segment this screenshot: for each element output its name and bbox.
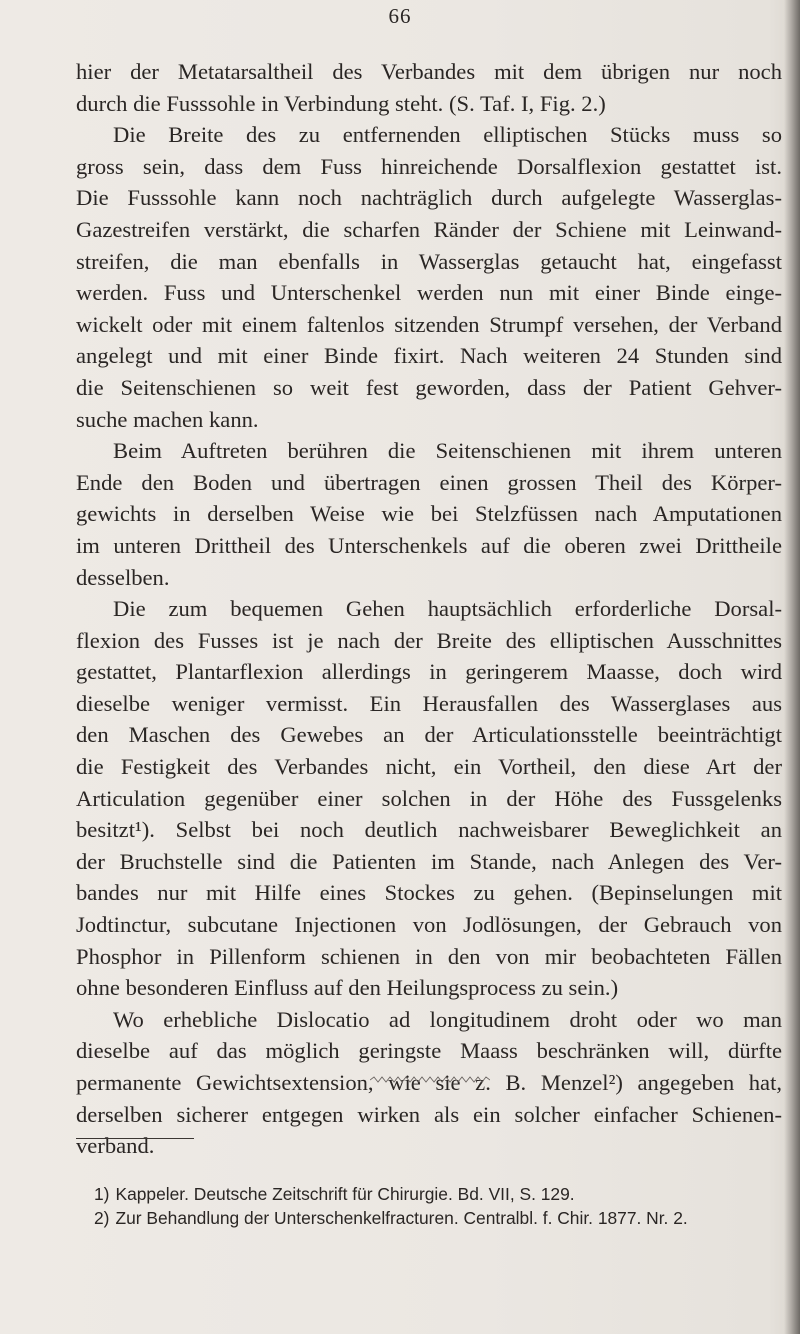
footnote (94, 1206, 784, 1230)
text-line: gewichts in derselben Weise wie bei Stelzfüssen nach Amputationen (76, 501, 782, 527)
text-line: Wo erhebliche Dislocatio ad longitudinem droht oder wo man (113, 1006, 782, 1032)
text-line: im unteren Drittheil des Unterschenkels auf die oberen zwei Drittheile (76, 532, 782, 558)
text-line: dieselbe auf das möglich geringste Maass beschränken will, dürfte (76, 1038, 782, 1064)
text-line: die Festigkeit des Verbandes nicht, ein Vortheil, den diese Art der (76, 754, 782, 780)
text-line: angelegt und mit einer Binde fixirt. Nach weiteren 24 Stunden sind (76, 343, 782, 369)
page-number: 66 (388, 4, 412, 28)
text-line: die Seitenschienen so weit fest geworden, dass der Patient Gehver- (76, 374, 782, 400)
footnote-text: Zur Behandlung der Unterschenkelfracturen. Centralbl. f. Chir. 1877. Nr. 2. (115, 1208, 688, 1228)
text-line: durch die Fusssohle in Verbindung steht. (S. Taf. I, Fig. 2.) (76, 90, 606, 116)
text-line: hier der Metatarsaltheil des Verbandes mit dem übrigen nur noch (76, 59, 782, 84)
text-line: der Bruchstelle sind die Patienten im Stande, nach Anlegen des Ver- (76, 848, 782, 874)
footnote-text: Kappeler. Deutsche Zeitschrift für Chirurgie. Bd. VII, S. 129. (115, 1184, 575, 1204)
footnotes (94, 1182, 784, 1230)
text-line: Die Breite des zu entfernenden elliptischen Stücks muss so (113, 122, 782, 148)
text-line: Phosphor in Pillenform schienen in den von mir beobachteten Fällen (76, 943, 782, 969)
text-line: Ende den Boden und übertragen einen grossen Theil des Körper- (76, 469, 782, 495)
footnote-mark: 2) (94, 1208, 110, 1228)
text-line: Articulation gegenüber einer solchen in der Höhe des Fussgelenks (76, 785, 782, 811)
text-line: Die zum bequemen Gehen hauptsächlich erforderliche Dorsal- (113, 596, 782, 622)
text-line: gross sein, dass dem Fuss hinreichende Dorsalflexion gestattet ist. (76, 153, 782, 179)
text-line: bandes nur mit Hilfe eines Stockes zu gehen. (Bepinselungen mit (76, 880, 782, 906)
binding-shadow (784, 0, 800, 1334)
text-line: den Maschen des Gewebes an der Articulationsstelle beeinträchtigt (76, 722, 782, 748)
text-line: Gazestreifen verstärkt, die scharfen Ränder der Schiene mit Leinwand- (76, 216, 782, 242)
footnote-rule (76, 1138, 194, 1139)
text-line: werden. Fuss und Unterschenkel werden nun mit einer Binde einge- (76, 280, 782, 306)
text-line: ohne besonderen Einfluss auf den Heilungsprocess zu sein.) (76, 975, 619, 1001)
text-line: besitzt¹). Selbst bei noch deutlich nachweisbarer Beweglichkeit an (76, 817, 782, 843)
text-line: Jodtinctur, subcutane Injectionen von Jodlösungen, der Gebrauch von (76, 912, 782, 938)
text-line: verband. (76, 1133, 155, 1159)
text-line: gestattet, Plantarflexion allerdings in geringerem Maasse, doch wird (76, 659, 782, 685)
body-text (76, 56, 782, 1162)
text-line: suche machen kann. (76, 406, 259, 432)
text-line: desselben. (76, 564, 170, 590)
text-line: flexion des Fusses ist je nach der Breite des elliptischen Ausschnittes (76, 627, 782, 653)
footnote-mark: 1) (94, 1184, 110, 1204)
text-line: derselben sicherer entgegen wirken als ein solcher einfacher Schienen- (76, 1101, 782, 1127)
text-line: Beim Auftreten berühren die Seitenschienen mit ihrem unteren (113, 438, 782, 464)
text-line: permanente Gewichtsextension, wie sie z. B. Menzel²) angegeben hat, (76, 1070, 782, 1095)
text-line: wickelt oder mit einem faltenlos sitzenden Strumpf versehen, der Verband (76, 311, 782, 337)
text-line: streifen, die man ebenfalls in Wasserglas getaucht hat, eingefasst (76, 248, 782, 274)
text-line: dieselbe weniger vermisst. Ein Herausfallen des Wasserglases aus (76, 690, 782, 716)
footnote (94, 1182, 784, 1206)
text-line: Die Fusssohle kann noch nachträglich durch aufgelegte Wasserglas- (76, 185, 782, 211)
section-end-ornament (370, 1075, 490, 1085)
